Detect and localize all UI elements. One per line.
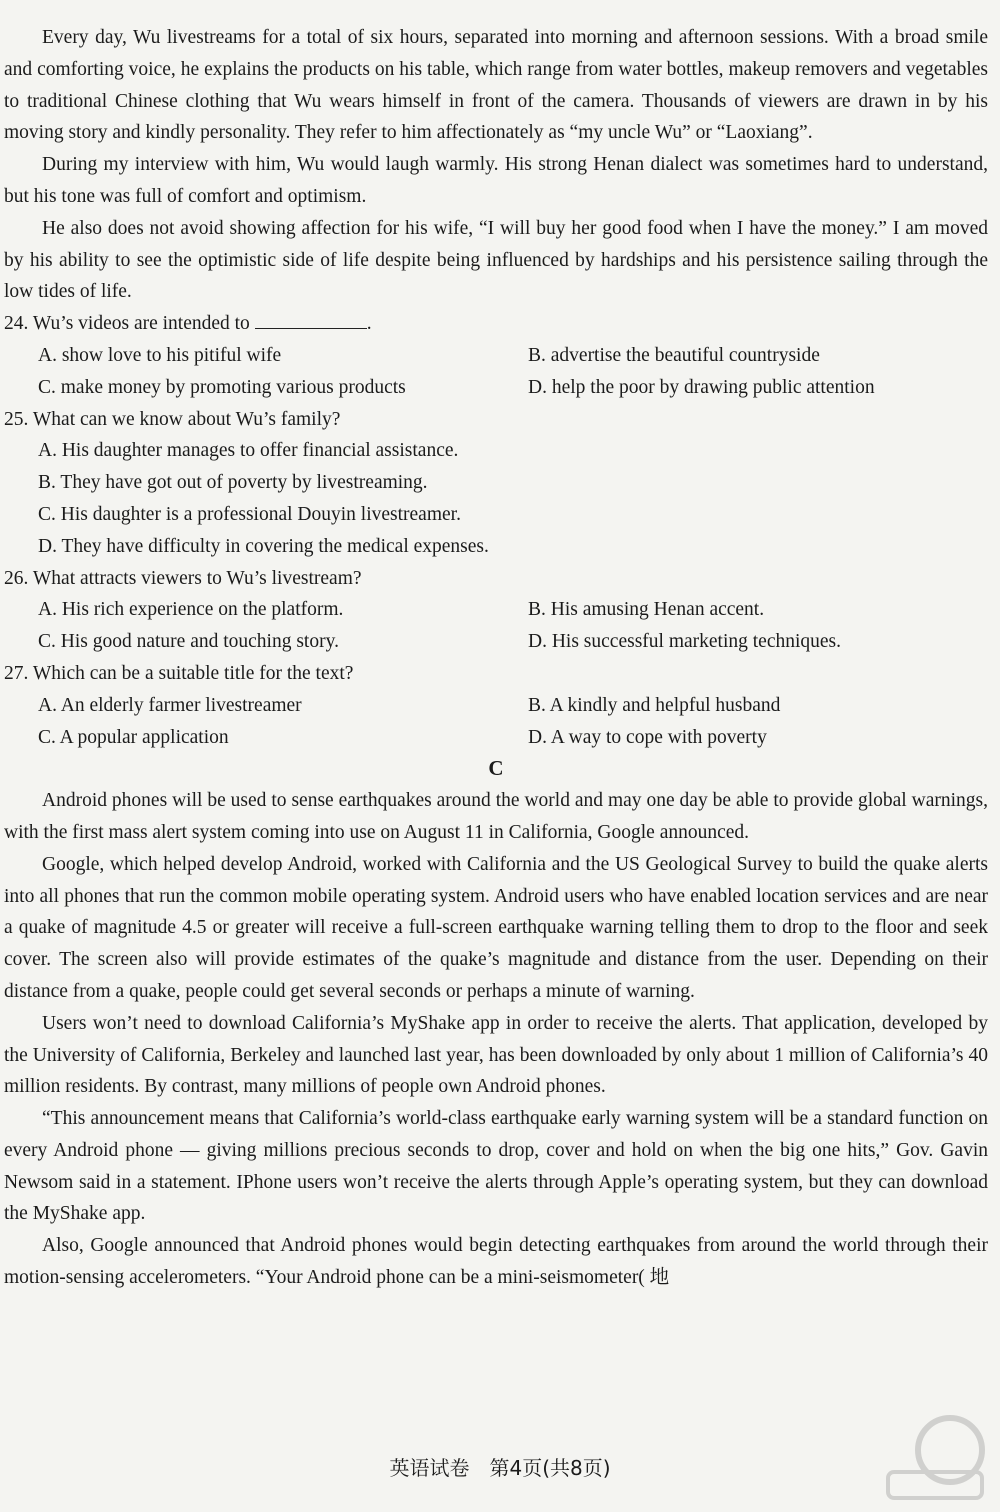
option-a: A. His daughter manages to offer financial assistance.	[38, 440, 459, 462]
passage-c-paragraph: Android phones will be used to sense earthquakes around the world and may one day be able to provide global warnings, with the first mass alert system coming into use on August 11 in California, Google announced.	[4, 790, 988, 843]
question-stem: 26. What attracts viewers to Wu’s livestream?	[4, 567, 362, 589]
option-row	[4, 594, 988, 626]
passage-c-paragraph: Users won’t need to download California’s MyShake app in order to receive the alerts. That application, developed by the University of California, Berkeley and launched last year, has been downloaded by only about 1 million of California’s 40 million residents. By contrast, many millions of people own Android phones.	[4, 1012, 988, 1098]
option-row	[4, 626, 988, 658]
option-row	[4, 722, 988, 754]
option-a: A. show love to his pitiful wife	[38, 344, 282, 366]
option-a: A. An elderly farmer livestreamer	[38, 694, 302, 716]
question-stem: 27. Which can be a suitable title for the text?	[4, 662, 354, 684]
option-c: C. A popular application	[38, 726, 229, 748]
question-24	[4, 308, 988, 403]
question-stem-text: 24. Wu’s videos are intended to	[4, 313, 250, 335]
option-d: D. His successful marketing techniques.	[528, 631, 842, 653]
question-stem	[4, 308, 988, 340]
option-row	[4, 340, 988, 372]
option-c: C. His daughter is a professional Douyin livestreamer.	[38, 503, 461, 525]
option-c: C. His good nature and touching story.	[38, 631, 339, 653]
option-row	[4, 690, 988, 722]
option-b: B. A kindly and helpful husband	[528, 694, 781, 716]
exam-page	[4, 22, 988, 1294]
option-c: C. make money by promoting various products	[38, 376, 406, 398]
passage-b-paragraph: During my interview with him, Wu would laugh warmly. His strong Henan dialect was sometimes hard to understand, but his tone was full of comfort and optimism.	[4, 154, 988, 207]
passage-c-paragraph: Google, which helped develop Android, worked with California and the US Geological Survey to build the quake alerts into all phones that run the common mobile operating system. Android users who have enabled location services and are near a quake of magnitude 4.5 or greater will receive a full-screen earthquake warning telling them to drop to the floor and seek cover. The screen also will provide estimates of the quake’s magnitude and distance from the user. Depending on their distance from a quake, people could get several seconds or perhaps a minute of warning.	[4, 853, 988, 1002]
option-d: D. They have difficulty in covering the medical expenses.	[38, 535, 489, 557]
option-d: D. A way to cope with poverty	[528, 726, 767, 748]
question-27	[4, 658, 988, 753]
question-26	[4, 563, 988, 658]
option-b: B. They have got out of poverty by livestreaming.	[38, 472, 428, 494]
question-stem: 25. What can we know about Wu’s family?	[4, 408, 341, 430]
page-footer: 英语试卷 第4页(共8页)	[389, 1456, 611, 1480]
option-b: B. His amusing Henan accent.	[528, 599, 765, 621]
section-label-c: C	[488, 756, 504, 781]
option-b: B. advertise the beautiful countryside	[528, 344, 820, 366]
option-row	[4, 372, 988, 404]
option-a: A. His rich experience on the platform.	[38, 599, 344, 621]
question-25	[4, 404, 988, 563]
passage-b-paragraph: He also does not avoid showing affection for his wife, “I will buy her good food when I have the money.” I am moved by his ability to see the optimistic side of life despite being influenced by hardships and his persistence sailing through the low tides of life.	[4, 217, 988, 303]
watermark-logo-icon	[880, 1410, 990, 1506]
passage-c-paragraph: Also, Google announced that Android phones would begin detecting earthquakes from around the world through their motion-sensing accelerometers. “Your Android phone can be a mini-seismometer( 地	[4, 1235, 988, 1289]
answer-blank	[255, 310, 367, 329]
passage-b-paragraph: Every day, Wu livestreams for a total of six hours, separated into morning and afternoon sessions. With a broad smile and comforting voice, he explains the products on his table, which range from water bottles, makeup removers and vegetables to traditional Chinese clothing that Wu wears himself in front of the camera. Thousands of viewers are drawn in by his moving story and kindly personality. They refer to him affectionately as “my uncle Wu” or “Laoxiang”.	[4, 27, 988, 144]
option-d: D. help the poor by drawing public attention	[528, 376, 875, 398]
question-stem-end: .	[366, 313, 372, 335]
passage-c-paragraph: “This announcement means that California’s world-class earthquake early warning system will be a standard function on every Android phone — giving millions precious seconds to drop, cover and hold on when the big one hits,” Gov. Gavin Newsom said in a statement. IPhone users won’t receive the alerts through Apple’s operating system, but they can download the MyShake app.	[4, 1108, 988, 1225]
